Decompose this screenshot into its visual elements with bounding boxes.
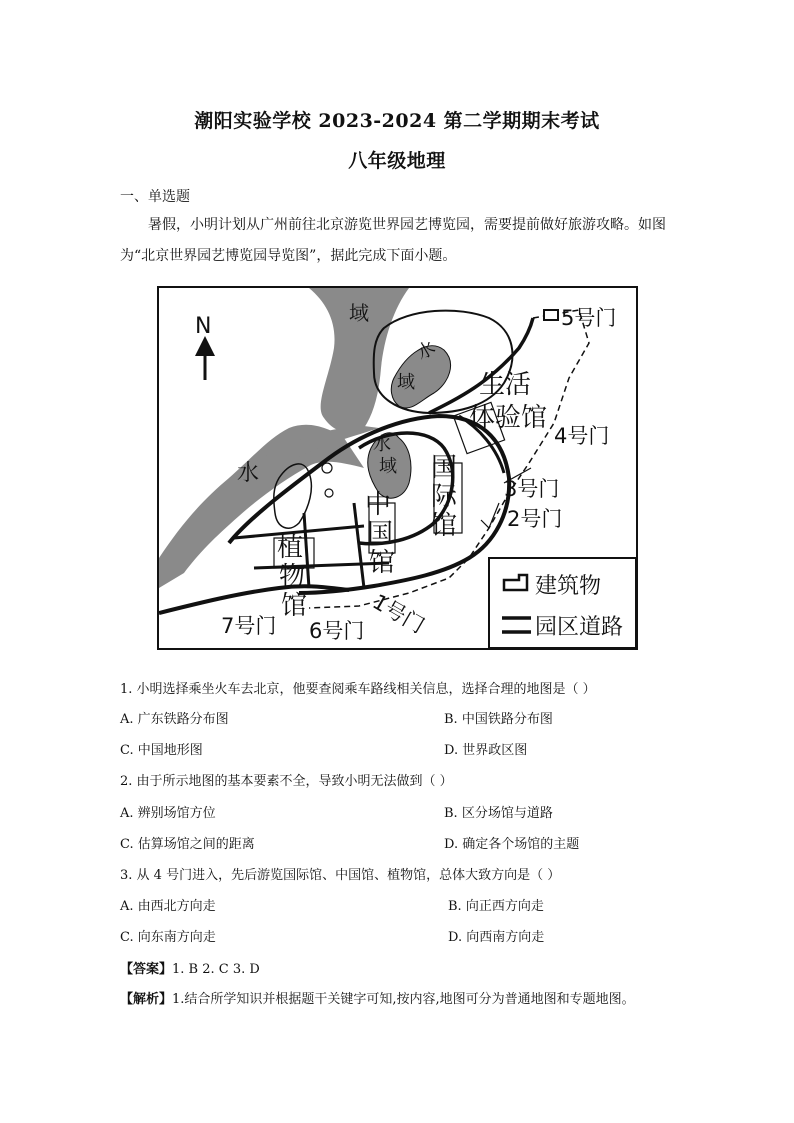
question-1-option-b[interactable]: B. 中国铁路分布图 (444, 712, 553, 727)
hall-china-label-1: 中 (365, 490, 392, 520)
water-body-west (159, 425, 364, 588)
question-3-option-c[interactable]: C. 向东南方向走 (120, 930, 216, 945)
question-2-stem: 2. 由于所示地图的基本要素不全，导致小明无法做到（ ） (120, 774, 453, 789)
exam-title: 潮阳实验学校 2023-2024 第二学期期末考试 (194, 110, 600, 132)
question-2-option-a[interactable]: A. 辨别场馆方位 (120, 806, 216, 821)
gate-5-label: 5号门 (561, 306, 617, 330)
gate-3-label: 3号门 (504, 477, 560, 501)
water-label: 水 (373, 434, 391, 455)
legend-building-label: 建筑物 (535, 574, 602, 599)
hall-intl-label-3: 馆 (431, 511, 458, 541)
question-3-option-a[interactable]: A. 由西北方向走 (120, 899, 216, 914)
hall-china-label-2: 国 (367, 519, 394, 549)
hall-plant-label-1: 植 (277, 533, 304, 563)
hall-life-label-1: 生活 (479, 370, 532, 400)
answer-block (120, 958, 260, 977)
analysis-text: 1.结合所学知识并根据题干关键字可知,按内容,地图可分为普通地图和专题地图。 (172, 992, 635, 1007)
section-heading: 一、单选题 (120, 189, 190, 205)
water-label: 水 (413, 337, 440, 365)
hall-plant-label-3: 馆 (281, 591, 308, 621)
analysis-block (120, 988, 635, 1007)
question-2-option-d[interactable]: D. 确定各个场馆的主题 (444, 837, 580, 852)
road-grid-v2 (354, 503, 364, 588)
gate-6-label: 6号门 (309, 619, 365, 643)
water-label: 域 (349, 301, 369, 325)
hall-china-label-3: 馆 (369, 548, 396, 578)
question-1-option-d[interactable]: D. 世界政区图 (444, 743, 528, 758)
question-3-stem: 3. 从 4 号门进入，先后游览国际馆、中国馆、植物馆，总体大致方向是（ ） (120, 868, 561, 883)
answer-text: 1. B 2. C 3. D (172, 962, 260, 977)
hall-intl-label-2: 际 (431, 482, 458, 512)
north-arrow-icon (195, 336, 215, 380)
question-2-option-c[interactable]: C. 估算场馆之间的距离 (120, 837, 255, 852)
question-3-option-d[interactable]: D. 向西南方向走 (448, 930, 545, 945)
intro-line-2: 为“北京世界园艺博览园导览图”，据此完成下面小题。 (120, 248, 457, 264)
water-label: 域 (379, 456, 397, 477)
question-1-option-c[interactable]: C. 中国地形图 (120, 743, 203, 758)
question-1-option-a[interactable]: A. 广东铁路分布图 (120, 712, 229, 727)
legend-road-label: 园区道路 (535, 615, 624, 640)
hall-intl-label-1: 国 (431, 453, 458, 483)
analysis-label: 【解析】 (120, 992, 173, 1007)
answer-label: 【答案】 (120, 962, 173, 977)
gate-1-label: 1号门 (368, 589, 429, 639)
gate-4-label: 4号门 (554, 424, 610, 448)
exam-subtitle: 八年级地理 (348, 150, 446, 172)
intro-line-1: 暑假，小明计划从广州前往北京游览世界园艺博览园，需要提前做好旅游攻略。如图 (148, 217, 666, 233)
hall-plant-label-2: 物 (279, 562, 306, 592)
gate-2-label: 2号门 (507, 507, 563, 531)
expo-guide-map (157, 286, 638, 650)
question-1-stem: 1. 小明选择乘坐火车去北京，他要查阅乘车路线相关信息，选择合理的地图是（ ） (120, 682, 596, 697)
water-label: 水 (237, 461, 260, 486)
question-2-option-b[interactable]: B. 区分场馆与道路 (444, 806, 553, 821)
hall-life-label-2: 体验馆 (469, 403, 548, 433)
gate-7-label: 7号门 (221, 614, 277, 638)
water-label: 域 (397, 372, 415, 393)
north-label: N (195, 314, 212, 339)
question-3-option-b[interactable]: B. 向正西方向走 (448, 899, 544, 914)
